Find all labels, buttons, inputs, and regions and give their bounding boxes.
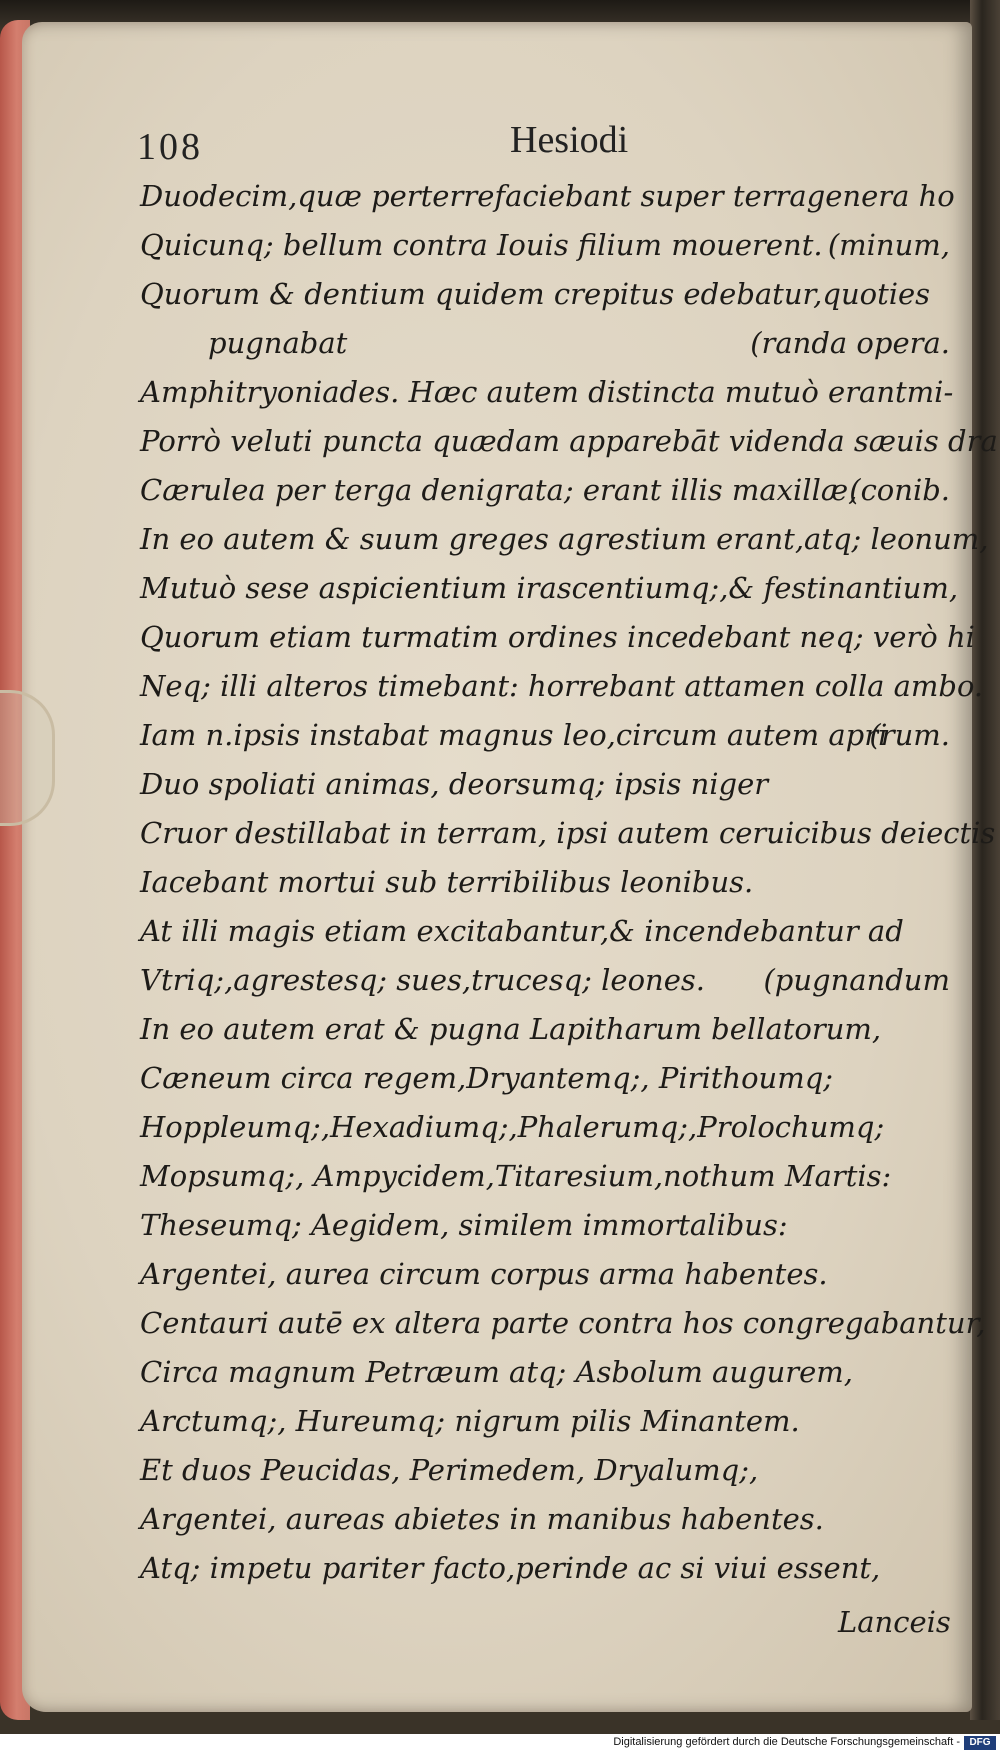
page-number: 108: [137, 126, 203, 168]
text-block: [140, 172, 998, 1593]
text-line: [140, 809, 996, 858]
line-text: Centauri autē ex altera parte contra hos congregabantur,: [140, 1306, 986, 1340]
line-text: In eo autem & suum greges agrestium erant,atq; leonum,: [140, 522, 989, 556]
text-line: [140, 1544, 950, 1593]
line-text: Cruor destillabat in terram, ipsi autem ceruicibus deiectis: [140, 816, 996, 850]
line-margin-text: (rum.: [869, 718, 950, 752]
line-text: Hoppleumq;,Hexadiumq;,Phalerumq;,Prolochumq;: [140, 1110, 885, 1144]
running-head: Hesiodi: [510, 119, 629, 161]
line-text: Quorum & dentium quidem crepitus edebatur,quoties: [140, 277, 931, 311]
line-text: Duo spoliati animas, deorsumq; ipsis niger: [140, 767, 769, 801]
line-text: Quicunq; bellum contra Iouis filium mouerent.: [140, 228, 823, 262]
text-line: [140, 662, 984, 711]
line-text: Porrò veluti puncta quædam apparebāt videnda sæuis dra: [140, 424, 998, 458]
text-line: [140, 1005, 950, 1054]
line-text: Vtriq;,agrestesq; sues,trucesq; leones.: [140, 963, 705, 997]
text-line: [140, 1152, 950, 1201]
line-text: Theseumq; Aegidem, similem immortalibus:: [140, 1208, 788, 1242]
text-line: [140, 172, 955, 221]
book-spine: [970, 0, 1000, 1720]
text-line: [140, 270, 950, 319]
text-line: [140, 466, 950, 515]
text-line: [140, 1495, 950, 1544]
text-line: [140, 907, 950, 956]
line-text: Arctumq;, Hureumq; nigrum pilis Minantem.: [140, 1404, 800, 1438]
line-text: Duodecim,quæ perterrefaciebant super terragenera ho: [140, 179, 955, 213]
line-text: Iam n.ipsis instabat magnus leo,circum autem apri: [140, 718, 888, 752]
text-line: [140, 319, 950, 368]
line-text: Argentei, aureas abietes in manibus habentes.: [140, 1502, 824, 1536]
line-text: Cærulea per terga denigrata; erant illis maxillæ,: [140, 473, 858, 507]
text-line: [140, 368, 954, 417]
line-text: Iacebant mortui sub terribilibus leonibus.: [140, 865, 754, 899]
text-line: [140, 564, 959, 613]
line-text: At illi magis etiam excitabantur,& incendebantur ad: [140, 914, 904, 948]
dfg-logo: DFG: [964, 1736, 996, 1750]
text-line: [140, 1397, 950, 1446]
text-line: [140, 711, 950, 760]
text-line: [140, 1348, 950, 1397]
text-line: [140, 417, 998, 466]
line-text: Mutuò sese aspicientium irascentiumq;,& festinantium,: [140, 571, 959, 605]
text-line: [140, 1103, 950, 1152]
text-line: [140, 1446, 950, 1495]
text-line: [140, 956, 950, 1005]
text-line: [140, 1299, 986, 1348]
text-line: [140, 1054, 950, 1103]
text-line: [140, 1250, 950, 1299]
text-line: [140, 613, 975, 662]
line-margin-text: (pugnandum: [763, 963, 950, 997]
line-text: Neq; illi alteros timebant: horrebant attamen colla ambo.: [140, 669, 984, 703]
text-line: [140, 1201, 950, 1250]
line-text: In eo autem erat & pugna Lapitharum bellatorum,: [140, 1012, 882, 1046]
text-line: [140, 858, 950, 907]
line-margin-text: (conib.: [849, 473, 950, 507]
line-text: Circa magnum Petræum atq; Asbolum augurem,: [140, 1355, 854, 1389]
footer-bar: [0, 1734, 1000, 1752]
line-text: Argentei, aurea circum corpus arma habentes.: [140, 1257, 828, 1291]
line-text: Quorum etiam turmatim ordines incedebant neq; verò hi: [140, 620, 975, 654]
line-text: Amphitryoniades. Hæc autem distincta mutuò erantmi-: [140, 375, 954, 409]
clasp-ring: [0, 690, 55, 826]
text-line: [140, 760, 950, 809]
line-text: Cæneum circa regem,Dryantemq;, Pirithoumq;: [140, 1061, 834, 1095]
text-line: [140, 221, 950, 270]
line-text: Et duos Peucidas, Perimedem, Dryalumq;,: [140, 1453, 759, 1487]
catchword: Lanceis: [838, 1605, 951, 1639]
line-margin-text: (randa opera.: [750, 326, 950, 360]
line-text: Mopsumq;, Ampycidem,Titaresium,nothum Martis:: [140, 1159, 892, 1193]
text-line: [140, 515, 989, 564]
footer-credit: Digitalisierung gefördert durch die Deutsche Forschungsgemeinschaft -: [613, 1736, 960, 1748]
line-text: pugnabat: [208, 326, 348, 360]
line-margin-text: (minum,: [827, 228, 950, 262]
line-text: Atq; impetu pariter facto,perinde ac si viui essent,: [140, 1551, 881, 1585]
